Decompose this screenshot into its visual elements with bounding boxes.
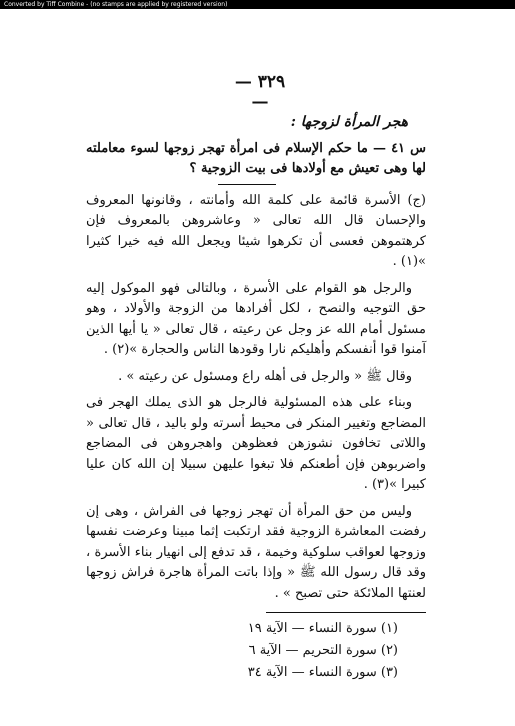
footnotes-list bbox=[86, 619, 426, 683]
question-text: س ٤١ — ما حكم الإسلام فى امرأة تهجر زوجها لسوء معاملته لها وهى تعيش مع أولادها فى بيت الزوجية ؟ bbox=[86, 140, 426, 176]
page-body bbox=[86, 112, 426, 685]
footnote-item: (١) سورة النساء — الآية ١٩ bbox=[247, 621, 398, 636]
section-heading: هجر المرأة لزوجها : bbox=[290, 114, 408, 130]
paragraph-hadith: وقال ﷺ « والرجل فى أهله راع ومسئول عن رعيته » . bbox=[118, 368, 412, 384]
paragraph-answer: (ج) الأسرة قائمة على كلمة الله وأمانته ، وقانونها المعروف والإحسان قال الله تعالى « وعاشروهن بالمعروف فإن كرهتموهن فعسى أن تكرهوا شيئا ويجعل الله فيه خيرا كثيرا »(١) . bbox=[86, 192, 426, 269]
paragraph-man-responsibility: والرجل هو القوام على الأسرة ، وبالتالى فهو الموكول إليه حق التوجيه والنصح ، لكل أفرادها من الزوجة والأولاد ، وهو مسئول أمام الله عز وجل عن رعيته ، قال تعالى « يا أيها الذين آمنوا قوا أنفسكم وأهليكم نارا وقودها الناس والحجارة »(٢) . bbox=[86, 280, 426, 357]
paragraph-separation-right: وبناء على هذه المسئولية فالرجل هو الذى يملك الهجر فى المضاجع وتغيير المنكر فى محيط أسرته ولو باليد ، قال تعالى « واللاتى تخافون نشوزهن فعظوهن واهجروهن فى المضاجع واضربوهن فإن أطعنكم فلا تبغوا عليهن سبيلا إن الله كان عليا كبيرا »(٣) . bbox=[86, 395, 426, 492]
footnote-item: (٢) سورة التحريم — الآية ٦ bbox=[248, 643, 398, 658]
question-divider bbox=[218, 184, 276, 185]
scan-banner: Converted by Tiff Combine - (no stamps are applied by registered version) bbox=[0, 0, 515, 9]
page-number: — ٣٢٩ — bbox=[234, 72, 286, 112]
footnote-item: (٣) سورة النساء — الآية ٣٤ bbox=[247, 665, 398, 680]
footnote-divider bbox=[266, 612, 426, 613]
paragraph-wife-refusal: وليس من حق المرأة أن تهجر زوجها فى الفراش ، وهى إن رفضت المعاشرة الزوجية فقد ارتكبت إثما مبينا وعرضت نفسها وزوجها لعواقب سلوكية وخيمة ، قد تدفع إلى انهيار بناء الأسرة ، وقد قال رسول الله ﷺ « وإذا باتت المرأة هاجرة فراش زوجها لعنتها الملائكة حتى تصبح » . bbox=[86, 503, 426, 601]
